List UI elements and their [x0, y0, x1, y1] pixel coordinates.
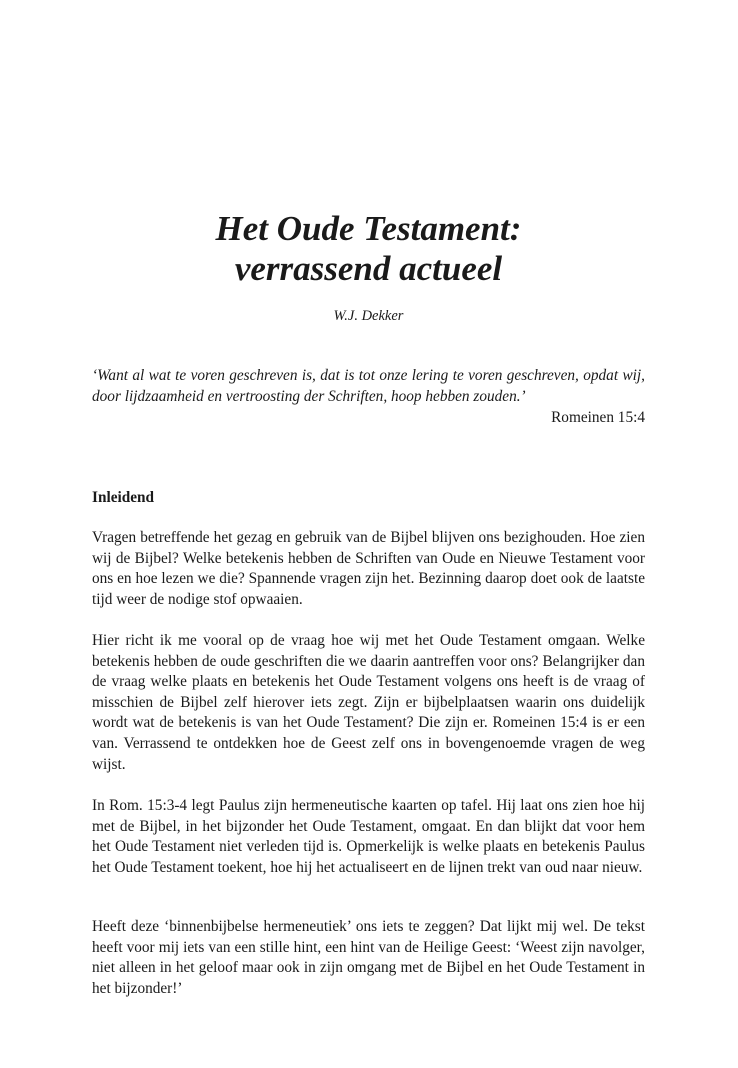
section-heading: Inleidend [92, 489, 155, 506]
motto-reference: Romeinen 15:4 [551, 409, 645, 426]
body-paragraph-4: Heeft deze ‘binnenbijbelse hermeneutiek’ ons iets te zeggen? Dat lijkt mij wel. De tekst heeft voor mij iets van een stille hint, een hint van de Heilige Geest: ‘Weest zijn navolger, niet alleen in het geloof maar ook in zijn omgang met de Bijbel en het Oude Testament in het bijzonder!’ [92, 918, 645, 997]
title-line-2: verrassend actueel [234, 249, 503, 289]
body-paragraph-1: Vragen betreffende het gezag en gebruik van de Bijbel blijven ons bezighouden. Hoe zien wij de Bijbel? Welke betekenis hebben de Schriften van Oude en Nieuwe Testament voor ons en hoe lezen we die? Spannende vragen zijn het. Bezinning daarop doet ook de laatste tijd weer de nodige stof opwaaien. [92, 529, 645, 608]
document-page [92, 0, 645, 1068]
motto-quote: ‘Want al wat te voren geschreven is, dat is tot onze lering te voren geschreven, opdat wij, door lijdzaamheid en vertroosting der Schriften, hoop hebben zouden.’ [92, 367, 645, 405]
body-paragraph-2: Hier richt ik me vooral op de vraag hoe wij met het Oude Testament omgaan. Welke betekenis hebben de oude geschriften die we daarin aantreffen voor ons? Belangrijker dan de vraag welke plaats en betekenis het Oude Testament volgens ons heeft is de vraag of misschien de Bijbel zelf hierover iets zegt. Zijn er bijbelplaatsen waarin ons duidelijk wordt wat de betekenis is van het Oude Testament? Die zijn er. Romeinen 15:4 is er een van. Verrassend te ontdekken hoe de Geest zelf ons in bovengenoemde vragen de weg wijst. [92, 632, 645, 773]
title-line-1: Het Oude Testament: [215, 209, 522, 249]
page-title [92, 209, 645, 289]
body-paragraph-3: In Rom. 15:3-4 legt Paulus zijn hermeneutische kaarten op tafel. Hij laat ons zien hoe hij met de Bijbel, in het bijzonder het Oude Testament, omgaat. En dan blijkt dat voor hem het Oude Testament niet verleden tijd is. Opmerkelijk is welke plaats en betekenis Paulus het Oude Testament toekent, hoe hij het actualiseert en de lijnen trekt van oud naar nieuw. [92, 797, 645, 876]
author-name: W.J. Dekker [333, 308, 404, 324]
